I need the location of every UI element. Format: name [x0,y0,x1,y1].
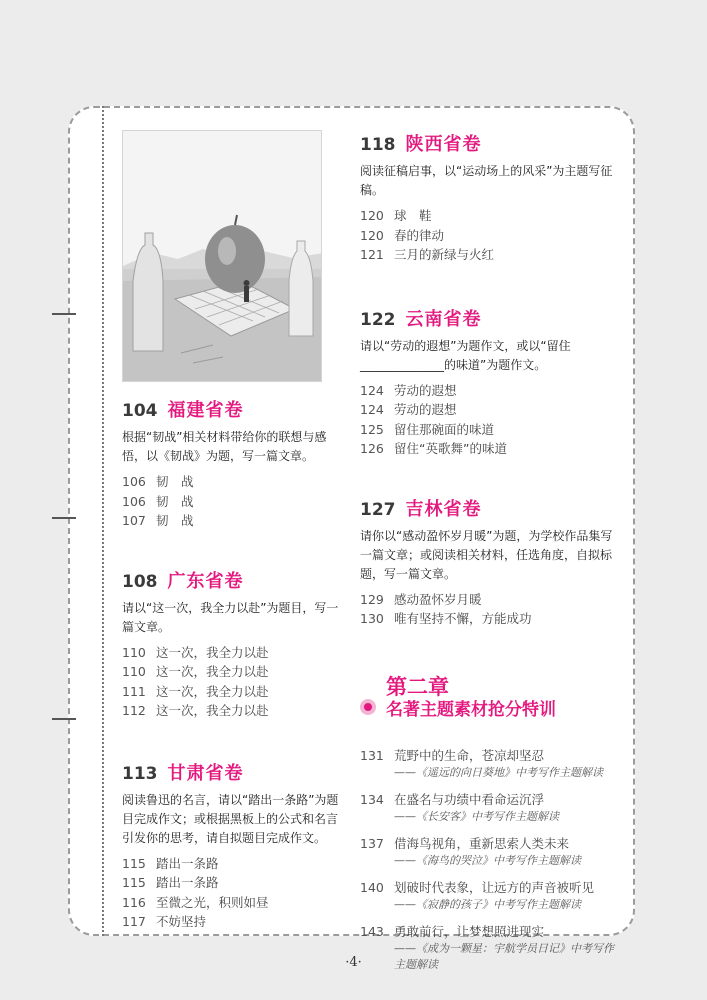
chapter-entry[interactable] [360,879,622,913]
entry-page: 124 [360,382,384,398]
toc-entry[interactable] [122,701,340,721]
toc-entry[interactable] [360,439,622,459]
toc-entry[interactable] [360,420,622,440]
entry-title: 划破时代表象，让远方的声音被听见 [394,879,595,895]
entry-title: 踏出一条路 [156,875,219,890]
chapter-entry[interactable] [360,791,622,825]
section-prompt: 请以“这一次，我全力以赴”为题目，写一篇文章。 [122,600,339,634]
section-title: 吉林省卷 [405,498,482,520]
section-title: 甘肃省卷 [167,762,244,784]
section-page-number: 122 [360,309,396,330]
binding-spine [102,106,104,936]
entry-page: 125 [360,421,384,437]
toc-entry[interactable] [360,245,622,265]
entry-page: 134 [360,791,384,807]
chapter-bullet-icon [360,699,376,715]
chapter-heading [360,675,622,721]
entry-title: 韧 战 [156,493,194,509]
entry-title: 不妨坚持 [156,914,207,929]
toc-entry[interactable] [122,511,340,531]
spine-tick [52,313,76,315]
section-title: 福建省卷 [167,400,244,421]
toc-entry[interactable] [122,893,340,913]
section-page-number: 118 [360,135,396,155]
entry-title: 留住那碗面的味道 [394,421,495,437]
section-prompt: 请以“劳动的遐想”为题作文，或以“留住______________的味道”为题作文。 [360,338,571,372]
spine-tick [52,718,76,720]
chapter-entry[interactable] [360,835,622,869]
entry-title: 这一次，我全力以赴 [156,664,269,679]
toc-entry[interactable] [360,590,622,610]
entry-title: 韧 战 [156,474,194,489]
section-fujian [122,396,340,531]
left-column [122,130,340,932]
entry-page: 143 [360,923,384,939]
entry-title: 勇敢前行，让梦想照进现实 [394,923,545,939]
entry-subtitle: ——《遥远的向日葵地》中考写作主题解读 [394,765,603,779]
entry-title: 留住“英歌舞”的味道 [394,441,507,456]
section-guangdong [122,567,340,721]
entry-title: 球 鞋 [394,208,432,223]
section-yunnan [360,305,622,459]
illustration-image [122,130,322,382]
entry-title: 感动盈怀岁月暖 [394,591,482,607]
entry-subtitle: ——《长安客》中考写作主题解读 [394,809,559,823]
entry-page: 137 [360,835,384,851]
section-shaanxi [360,130,622,265]
toc-entry[interactable] [360,226,622,246]
entry-page: 117 [122,914,146,929]
toc-entry[interactable] [360,400,622,420]
section-prompt: 阅读征稿启事，以“运动场上的风采”为主题写征稿。 [360,164,613,197]
entry-page: 121 [360,247,384,262]
entry-page: 115 [122,855,146,871]
entry-page: 107 [122,513,146,528]
entry-title: 唯有坚持不懈，方能成功 [394,611,532,626]
entry-title: 这一次，我全力以赴 [156,683,269,699]
toc-entry[interactable] [122,662,340,682]
section-page-number: 127 [360,499,396,520]
entry-page: 110 [122,644,146,660]
entry-title: 劳动的遐想 [394,382,457,398]
section-jilin [360,495,622,629]
entry-title: 踏出一条路 [156,855,219,871]
entry-page: 120 [360,227,384,243]
entry-page: 124 [360,402,384,417]
right-column [360,130,622,983]
toc-entry[interactable] [122,682,340,702]
toc-entry[interactable] [360,206,622,226]
entry-page: 106 [122,493,146,509]
entry-title: 在盛名与功绩中看命运沉浮 [394,791,545,807]
section-page-number: 113 [122,763,158,784]
entry-page: 130 [360,611,384,626]
entry-page: 111 [122,683,146,699]
entry-title: 借海鸟视角，重新思索人类未来 [394,835,570,851]
entry-page: 115 [122,875,146,890]
chapter-label: 第二章 [386,674,449,699]
chapter-entries [360,747,622,973]
entry-subtitle: ——《海鸟的哭泣》中考写作主题解读 [394,853,581,867]
entry-page: 106 [122,474,146,489]
spine-tick [52,517,76,519]
section-page-number: 108 [122,571,158,592]
entry-page: 131 [360,747,384,763]
section-gansu [122,759,340,932]
toc-entry[interactable] [122,492,340,512]
entry-title: 劳动的遐想 [394,402,457,417]
entry-subtitle: ——《寂静的孩子》中考写作主题解读 [394,897,581,911]
section-prompt: 根据“韧战”相关材料带给你的联想与感悟，以《韧战》为题，写一篇文章。 [122,430,327,463]
entry-title: 至微之光，积则如昼 [156,894,269,910]
toc-entry[interactable] [122,472,340,492]
toc-entry[interactable] [122,873,340,893]
toc-entry[interactable] [122,643,340,663]
entry-title: 这一次，我全力以赴 [156,644,269,660]
toc-entry[interactable] [360,381,622,401]
chapter-title: 名著主题素材抢分特训 [386,699,556,720]
entry-page: 112 [122,703,146,718]
page-number: ·4· [345,955,362,970]
entry-title: 春的律动 [394,227,445,243]
entry-page: 129 [360,591,384,607]
toc-entry[interactable] [360,609,622,629]
entry-title: 荒野中的生命，苍凉却坚忍 [394,747,545,763]
entry-page: 120 [360,208,384,223]
toc-entry[interactable] [122,912,340,932]
chapter-entry[interactable] [360,747,622,781]
section-page-number: 104 [122,401,158,421]
entry-page: 140 [360,879,384,895]
entry-page: 126 [360,441,384,456]
entry-title: 韧 战 [156,513,194,528]
entry-page: 116 [122,894,146,910]
entry-subtitle: ——《成为一颗星：宇航学员日记》中考写作主题解读 [394,941,614,971]
section-prompt: 请你以“感动盈怀岁月暖”为题，为学校作品集写一篇文章；或阅读相关材料，任选角度，自拟标题，写一篇文章。 [360,528,613,581]
section-title: 陕西省卷 [405,134,482,155]
entry-page: 110 [122,664,146,679]
section-title: 云南省卷 [405,308,482,330]
entry-title: 这一次，我全力以赴 [156,703,269,718]
entry-title: 三月的新绿与火红 [394,247,495,262]
section-title: 广东省卷 [167,570,244,592]
toc-entry[interactable] [122,854,340,874]
section-prompt: 阅读鲁迅的名言，请以“踏出一条路”为题目完成作文；或根据黑板上的公式和名言引发你的思考，请自拟题目完成作文。 [122,792,339,845]
